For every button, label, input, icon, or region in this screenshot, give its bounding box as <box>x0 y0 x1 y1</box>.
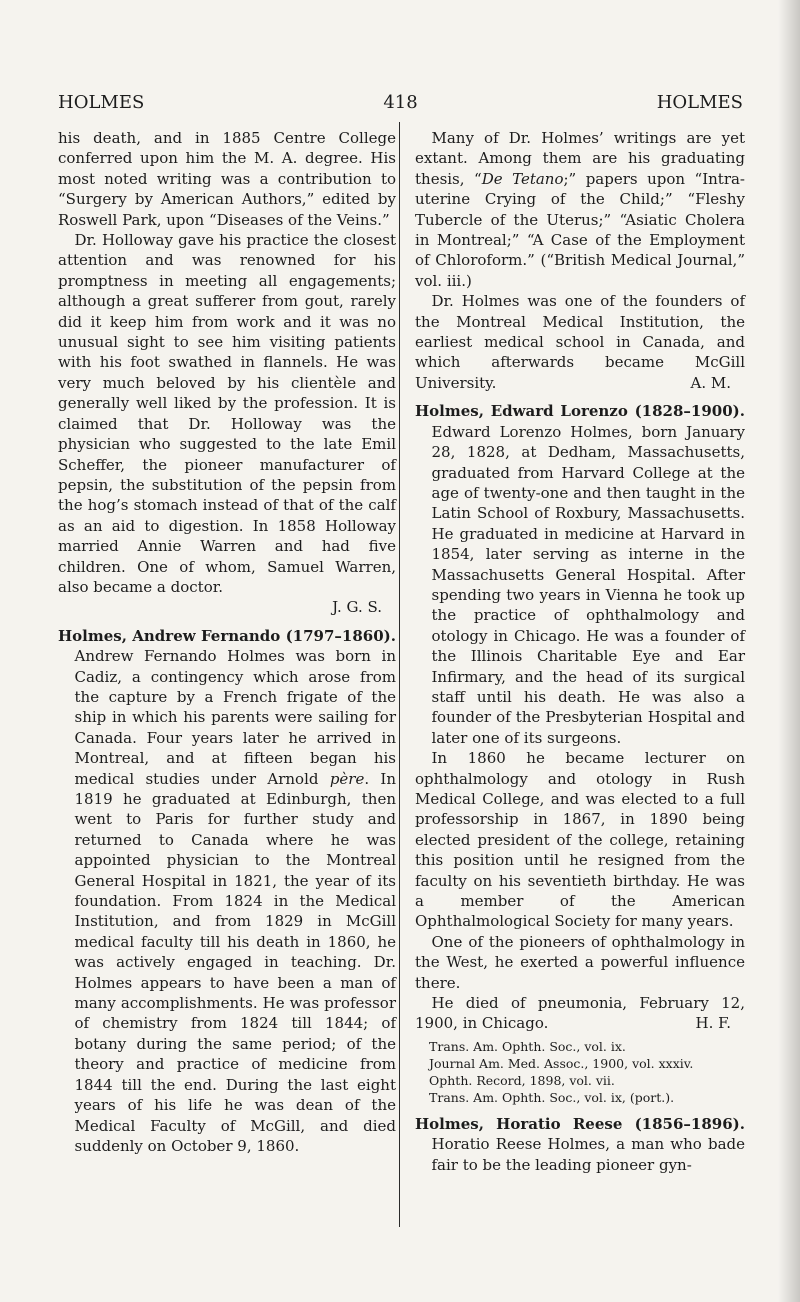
reference-item: Trans. Am. Ophth. Soc., vol. ix. <box>429 1038 626 1054</box>
header-right: HOLMES <box>656 92 743 113</box>
author-signature: J. G. S. <box>332 598 382 617</box>
biography-entry: Holmes, Horatio Reese (1856–1896). Horatio Reese Holmes, a man who bade fair to be the leading pioneer gyn- <box>415 1114 745 1174</box>
entry-heading: Holmes, Andrew Fernando (1797–1860). <box>58 626 396 645</box>
reference-item: Ophth. Record, 1898, vol. vii. <box>429 1072 615 1088</box>
entry-heading: Holmes, Horatio Reese (1856–1896). <box>415 1114 745 1133</box>
page-number: 418 <box>383 92 418 113</box>
left-column <box>58 128 396 1156</box>
paragraph: his death, and in 1885 Centre College conferred upon him the M. A. degree. His most noted writing was a contribution to “Surgery by American Authors,” edited by Roswell Park, upon “Diseases of the Veins.” <box>58 129 396 229</box>
paragraph: He died of pneumonia, February 12, 1900, in Chicago. H. F. <box>415 994 745 1033</box>
page-edge-shadow <box>778 0 800 1302</box>
author-signature: A. M. <box>690 373 731 392</box>
paragraph: Dr. Holmes was one of the founders of the Montreal Medical Institution, the earliest medical school in Canada, and which afterwards became McGill University. A. M. <box>415 292 745 392</box>
references <box>429 1038 745 1106</box>
biography-entry: Holmes, Edward Lorenzo (1828–1900). Edward Lorenzo Holmes, born January 28, 1828, at Dedham, Massachusetts, graduated from Harvard College at the age of twenty-one and then taught in the Latin School of Roxbury, Massachusetts. He graduated in medicine at Harvard in 1854, later serving as interne in the Massachusetts General Hospital. After spending two years in Vienna he took up the practice of ophthalmology and otology in Chicago. He was a founder of the Illinois Charitable Eye and Ear Infirmary, and the head of its surgical staff until his death. He was also a founder of the Presbyterian Hospital and later one of its surgeons. <box>415 402 745 747</box>
paragraph: Many of Dr. Holmes’ writings are yet extant. Among them are his graduating thesis, “De Tetano;” papers upon “Intra-uterine Crying of the Child;” “Fleshy Tubercle of the Uterus;” “Asiatic Cholera in Montreal;” “A Case of the Employment of Chloroform.” (“British Medical Journal,” vol. iii.) <box>415 129 745 290</box>
right-column <box>415 128 745 1175</box>
entry-heading: Holmes, Edward Lorenzo (1828–1900). <box>415 402 745 421</box>
paragraph: Dr. Holloway gave his practice the closest attention and was renowned for his promptness in meeting all engagements; although a great sufferer from gout, rarely did it keep him from work and it was no unusual sight to see him visiting patients with his foot swathed in flannels. He was very much beloved by his clientèle and generally well liked by the profession. It is claimed that Dr. Holloway was the physician who suggested to the late Emil Scheffer, the pioneer manufacturer of pepsin, the substitution of the pepsin from the hog’s stomach instead of that of the calf as an aid to digestion. In 1858 Holloway married Annie Warren and had five children. One of whom, Samuel Warren, also became a doctor. <box>58 231 396 596</box>
reference-item: Trans. Am. Ophth. Soc., vol. ix, (port.). <box>429 1089 675 1105</box>
reference-item: Journal Am. Med. Assoc., 1900, vol. xxxiv. <box>429 1055 694 1071</box>
header-left: HOLMES <box>58 92 145 113</box>
author-signature: H. F. <box>695 1014 731 1033</box>
biography-entry: Holmes, Andrew Fernando (1797–1860). Andrew Fernando Holmes was born in Cadiz, a contingency which arose from the capture by a French frigate of the ship in which his parents were sailing for Canada. Four years later he arrived in Montreal, and at fifteen began his medical studies under Arnold père. In 1819 he graduated at Edinburgh, then went to Paris for further study and returned to Canada where he was appointed physician to the Montreal General Hospital in 1821, the year of its foundation. From 1824 in the Medical Institution, and from 1829 in McGill medical faculty till his death in 1860, he was actively engaged in teaching. Dr. Holmes appears to have been a man of many accomplishments. He was professor of chemistry from 1824 till 1844; of botany during the same period; of the theory and practice of medicine from 1844 till the end. During the last eight years of his life he was dean of the Medical Faculty of McGill, and died suddenly on October 9, 1860. <box>58 626 397 1155</box>
running-header <box>58 92 743 114</box>
column-divider <box>399 122 400 1227</box>
paragraph: One of the pioneers of ophthalmology in the West, he exerted a powerful influence there. <box>415 932 745 992</box>
paragraph: In 1860 he became lecturer on ophthalmology and otology in Rush Medical College, and was elected to a full professorship in 1867, in 1890 being elected president of the college, retaining this position until he resigned from the faculty on his seventieth birthday. He was a member of the American Ophthalmological Society for many years. <box>415 749 745 931</box>
